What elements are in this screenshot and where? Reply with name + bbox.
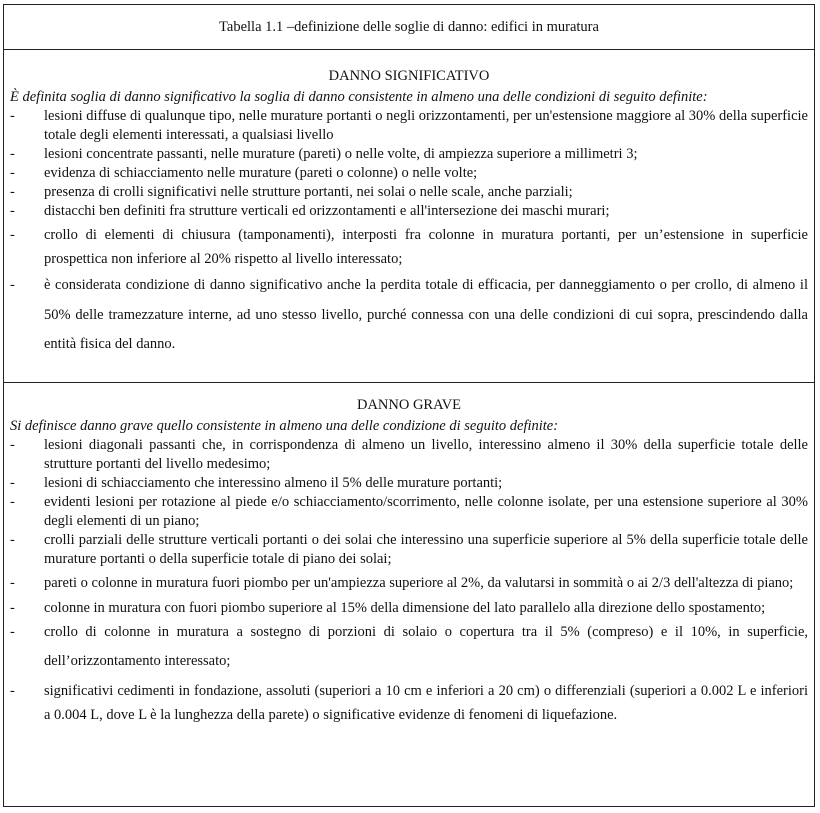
grave-list [10, 436, 808, 727]
bullet-dash: - [10, 203, 15, 219]
list-item [10, 164, 808, 183]
list-item [10, 271, 808, 360]
bullet-dash: - [10, 599, 15, 616]
list-item [10, 531, 808, 569]
section-heading-significativo: DANNO SIGNIFICATIVO [328, 68, 490, 84]
list-item [10, 107, 808, 145]
list-item [10, 493, 808, 531]
list-item [10, 183, 808, 202]
list-item-text: significativi cedimenti in fondazione, assoluti (superiori a 10 cm e inferiori a 20 cm) o differenziali (superiori a 0.002 L e inferiori a 0.004 L, dove L è la lunghezza della parete) o significative evidenze di fenomeni di liquefazione. [44, 682, 808, 723]
section-heading-grave: DANNO GRAVE [356, 397, 462, 413]
list-item [10, 202, 808, 221]
list-item [10, 223, 808, 271]
list-item-text: è considerata condizione di danno significativo anche la perdita totale di efficacia, per danneggiamento o per crollo, di almeno il 50% delle tramezzature interne, ad uno stesso livello, purché connessa con una delle condizioni di cui sopra, prescindendo dalla entità fisica del danno. [44, 277, 808, 352]
list-item-text: colonne in muratura con fuori piombo superiore al 15% della dimensione del lato parallelo alla direzione dello spostamento; [44, 599, 766, 616]
list-item-text: lesioni diffuse di qualunque tipo, nelle murature portanti o negli orizzontamenti, per un'estensione maggiore al 30% della superficie totale degli elementi interessati, a qualsiasi livello [44, 108, 808, 143]
list-item [10, 474, 808, 493]
bullet-dash: - [10, 146, 15, 162]
list-item-text: lesioni diagonali passanti che, in corrispondenza di almeno un livello, interessino almeno il 30% della superficie totale delle strutture portanti del livello medesimo; [44, 437, 808, 472]
bullet-dash: - [10, 682, 15, 699]
list-item-text: crollo di colonne in muratura a sostegno di porzioni di solaio o copertura tra il 5% (compreso) e il 10%, in superficie, dell’orizzontamento interessato; [44, 623, 808, 669]
list-item [10, 618, 808, 677]
bullet-dash: - [10, 165, 15, 181]
list-item-text: lesioni di schiacciamento che interessino almeno il 5% delle murature portanti; [44, 475, 503, 491]
bullet-dash: - [10, 227, 15, 243]
list-item-text: lesioni concentrate passanti, nelle murature (pareti) o nelle volte, di ampiezza superiore a millimetri 3; [44, 146, 638, 162]
section-intro-significativo: È definita soglia di danno significativo la soglia di danno consistente in almeno una delle condizioni di seguito definite: [10, 89, 708, 105]
list-item-text: pareti o colonne in muratura fuori piombo per un'ampiezza superiore al 2%, da valutarsi in sommità o ai 2/3 dell'altezza di piano; [44, 575, 794, 591]
list-item [10, 145, 808, 164]
list-item [10, 436, 808, 474]
list-item-text: evidenza di schiacciamento nelle murature (pareti o colonne) o nelle volte; [44, 165, 478, 181]
list-item-text: distacchi ben definiti fra strutture verticali ed orizzontamenti e all'intersezione dei maschi murari; [44, 203, 610, 219]
bullet-dash: - [10, 475, 15, 491]
list-item [10, 679, 808, 727]
list-item-text: presenza di crolli significativi nelle strutture portanti, nei solai o nelle scale, anche parziali; [44, 184, 573, 200]
table-title-row [4, 5, 814, 50]
list-item [10, 569, 808, 599]
bullet-dash: - [10, 623, 15, 640]
bullet-dash: - [10, 437, 15, 453]
bullet-dash: - [10, 494, 15, 510]
table-title: Tabella 1.1 –definizione delle soglie di danno: edifici in muratura [219, 18, 599, 35]
bullet-dash: - [10, 575, 15, 591]
significativo-list [10, 107, 808, 360]
bullet-dash: - [10, 108, 15, 124]
bullet-dash: - [10, 532, 15, 548]
list-item [10, 599, 808, 618]
damage-threshold-table [3, 4, 815, 807]
section-danno-significativo [4, 50, 814, 383]
list-item-text: crolli parziali delle strutture verticali portanti o dei solai che interessino una superficie superiore al 5% della superficie totale delle murature portanti o della superficie totale di piano dei solai; [44, 532, 808, 567]
section-danno-grave [4, 383, 814, 727]
list-item-text: evidenti lesioni per rotazione al piede e/o schiacciamento/scorrimento, nelle colonne isolate, per una estensione superiore al 30% degli elementi di un piano; [44, 494, 808, 529]
section-intro-grave: Si definisce danno grave quello consistente in almeno una delle condizione di seguito definite: [10, 418, 559, 434]
bullet-dash: - [10, 277, 15, 293]
list-item-text: crollo di elementi di chiusura (tamponamenti), interposti fra colonne in muratura portanti, per un’estensione in superficie prospettica non inferiore al 20% rispetto al livello interessato; [44, 227, 808, 267]
bullet-dash: - [10, 184, 15, 200]
